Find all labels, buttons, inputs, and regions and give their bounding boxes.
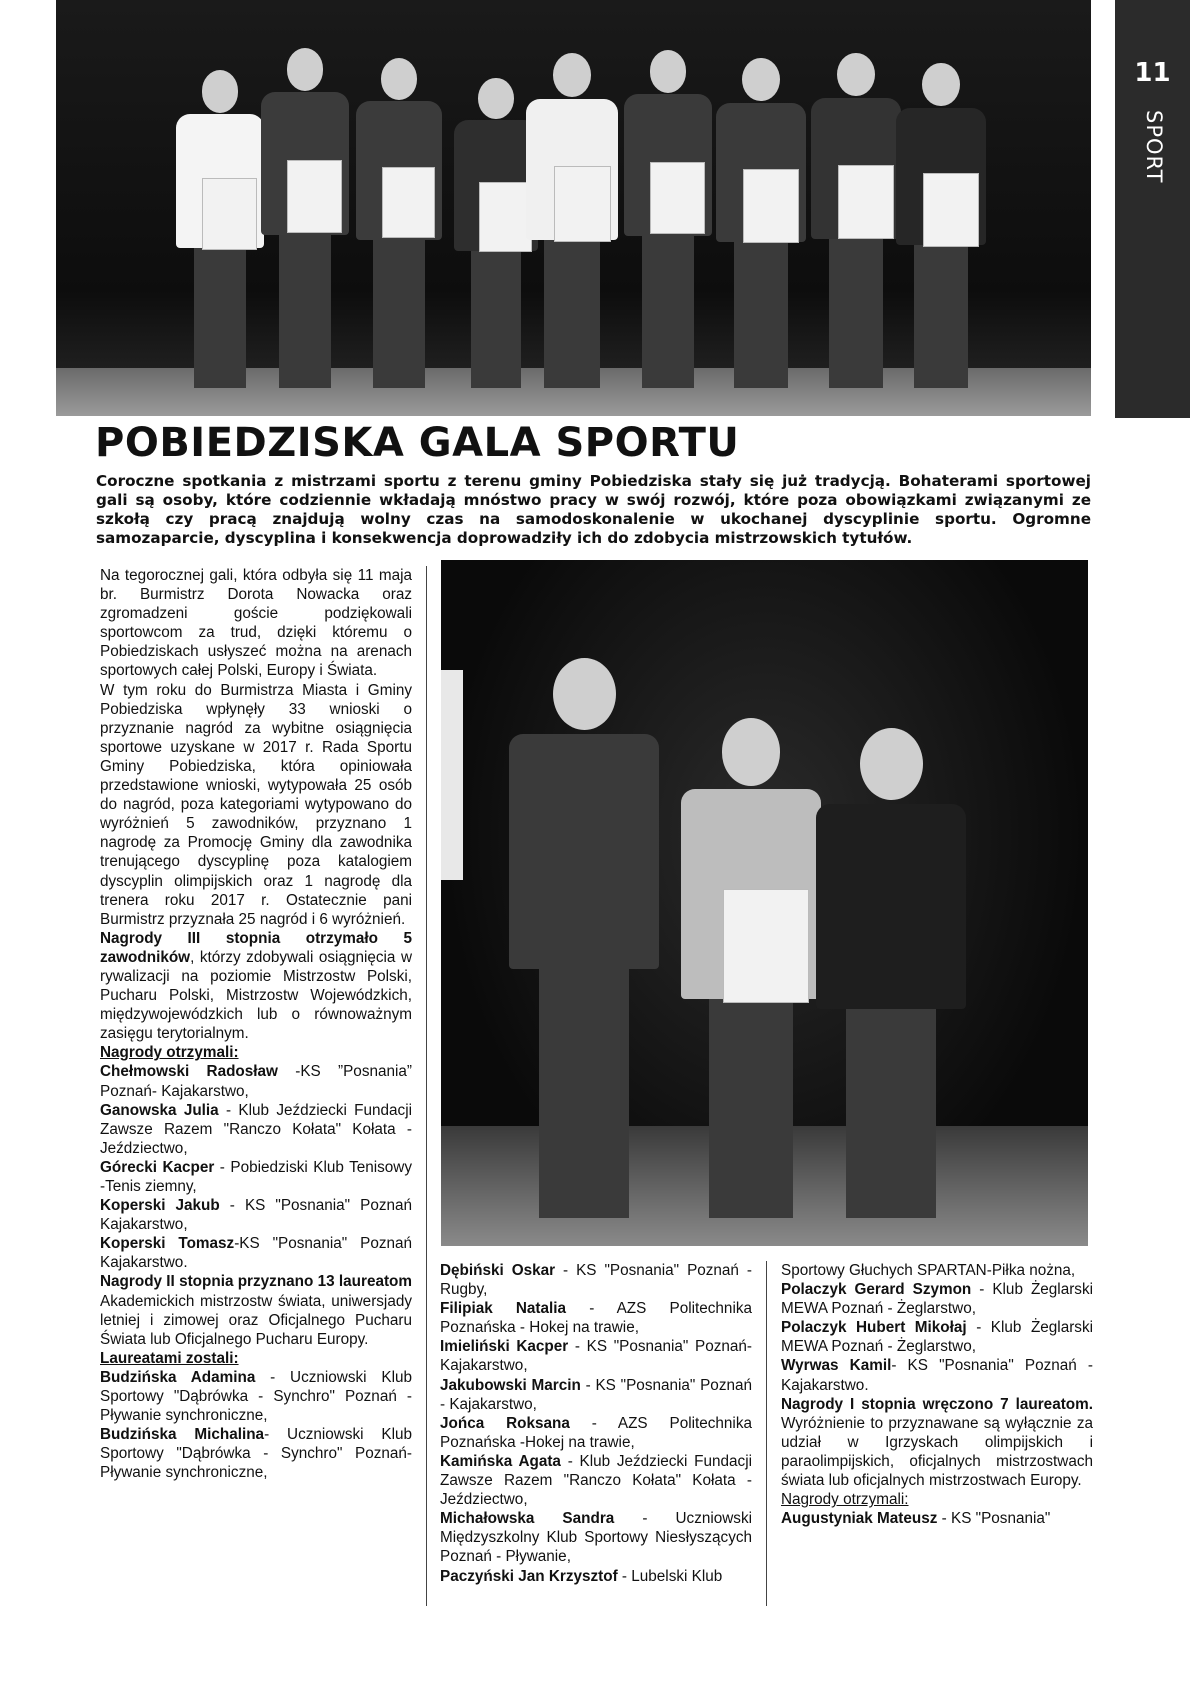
laureate-club: - KS "Posnania" Poznań Kajakarstwo, (100, 1197, 412, 1234)
column-divider (426, 566, 427, 1606)
laureate-name: Imieliński Kacper (440, 1338, 569, 1356)
laureate-name: Górecki Kacper (100, 1158, 215, 1176)
laureate-name: Polaczyk Hubert Mikołaj (781, 1319, 967, 1337)
person-silhouette (716, 58, 806, 388)
laureate-name: Kamińska Agata (440, 1452, 561, 1470)
award-list (100, 1368, 412, 1483)
person-silhouette (896, 63, 986, 388)
article-title: POBIEDZISKA GALA SPORTU (95, 420, 740, 466)
laureate-club: - KS "Posnania" Poznań-Kajakarstwo, (440, 1338, 752, 1375)
person-silhouette (176, 70, 264, 388)
screen-edge (441, 670, 463, 880)
award-entry (440, 1337, 752, 1375)
laureate-club: - Klub Żeglarski MEWA Poznań - Żeglarstwo, (781, 1319, 1094, 1356)
list-heading-text: Laureatami zostali: (100, 1349, 239, 1367)
person-silhouette (681, 718, 821, 1218)
list-heading-text: Nagrody otrzymali: (100, 1044, 239, 1062)
laureate-name: Dębiński Oskar (440, 1262, 556, 1279)
award-entry (440, 1299, 752, 1337)
award-entry (100, 1425, 412, 1482)
person-silhouette (811, 53, 901, 388)
laureate-name: Koperski Jakub (100, 1197, 220, 1215)
text-column-2 (440, 1261, 752, 1586)
laureate-club: - Uczniowski Międzyszkolny Klub Sportowy Niesłyszących Poznań - Pływanie, (440, 1510, 753, 1566)
person-silhouette (356, 58, 442, 388)
laureate-name: Polaczyk Gerard Szymon (781, 1281, 972, 1299)
laureate-club: - Klub Jeździecki Fundacji Zawsze Razem "Ranczo Kołata" Kołata -Jeździectwo, (100, 1101, 413, 1157)
paragraph (100, 929, 412, 1044)
text-column-1 (100, 566, 412, 1483)
laureate-club: - Pobiedziski Klub Tenisowy -Tenis ziemny, (100, 1158, 412, 1195)
section-label: SPORT (1142, 110, 1166, 184)
laureate-name: Augustyniak Mateusz (781, 1510, 938, 1528)
paragraph: W tym roku do Burmistrza Miasta i Gminy Pobiedziska wpłynęły 33 wnioski o przyznanie nagród za wybitne osiągnięcia sportowe uzyskane w 2017 r. Rada Sportu Gminy Pobiedziska, która opiniowała przedstawione wnioski, wytypowała 25 osób do nagród, poza kategoriami wytypowano do wyróżnień 5 zawodników, przyznano 1 nagrodę za Promocję Gminy dla zawodnika trenującego dyscyplinę poza katalogiem dyscyplin olimpijskich oraz 1 nagrodę dla trenera roku 2017 r. Ostatecznie pani Burmistrz przyznała 25 nagród i 6 wyróżnień. (100, 681, 412, 928)
award-list (100, 1062, 412, 1272)
award-entry (100, 1101, 412, 1158)
award-entry (100, 1234, 412, 1272)
paragraph-text: Wyróżnienie to przyznawane są wyłącznie za udział w Igrzyskach olimpijskich i paraolimpijskich, oficjalnych mistrzostwach świata lub oficjalnych mistrzostwach Europy. (781, 1414, 1093, 1490)
person-silhouette (816, 728, 966, 1218)
text-column-3 (781, 1261, 1093, 1528)
award-entry (440, 1376, 752, 1414)
award-entry (100, 1062, 412, 1100)
laureate-name: Filipiak Natalia (440, 1300, 567, 1318)
laureate-name: Chełmowski Radosław (100, 1063, 278, 1081)
laureate-name: Paczyński Jan Krzysztof (440, 1567, 618, 1585)
laureate-club: - KS "Posnania" (937, 1510, 1051, 1528)
paragraph-text: Akademickich mistrzostw świata, uniwersjady letniej i zimowej oraz Oficjalnego Pucharu Świata lub Oficjalnego Pucharu Europy. (100, 1292, 412, 1348)
person-silhouette (261, 48, 349, 388)
award-entry (440, 1567, 752, 1586)
laureate-club: - Uczniowski Klub Sportowy "Dąbrówka - Synchro" Poznań - Pływanie synchroniczne, (100, 1368, 412, 1425)
column-divider (766, 1261, 767, 1606)
award-list (781, 1509, 1093, 1528)
laureate-club: - AZS Politechnika Poznańska -Hokej na trawie, (440, 1414, 752, 1451)
laureate-name: Jońca Roksana (440, 1414, 570, 1432)
award-entry (440, 1452, 752, 1509)
person-silhouette (624, 50, 712, 388)
paragraph-text: , którzy zdobywali osiągnięcia w rywalizacji na poziomie Mistrzostw Polski, Pucharu Polski, Mistrzostw Wojewódzkich, międzywojewódzkich lub o równoważnym zasięgu terytorialnym. (100, 948, 412, 1043)
award-list (440, 1261, 752, 1586)
group-photo (56, 0, 1091, 416)
laureate-club: -KS "Posnania" Poznań Kajakarstwo. (100, 1235, 413, 1272)
award-photo (441, 560, 1088, 1246)
laureate-name: Michałowska Sandra (440, 1510, 615, 1528)
laureate-club: - Klub Żeglarski MEWA Poznań - Żeglarstwo, (781, 1281, 1093, 1318)
person-silhouette (509, 658, 659, 1218)
laureate-club: - KS "Posnania" Poznań - Rugby, (440, 1262, 752, 1299)
laureate-name: Budzińska Michalina (100, 1426, 265, 1444)
laureate-name: Budzińska Adamina (100, 1368, 256, 1386)
page-number: 11 (1134, 58, 1171, 88)
article-lead: Coroczne spotkania z mistrzami sportu z terenu gminy Pobiedziska stały się już tradycją. Bohaterami sportowej gali są osoby, które codziennie wkładają mnóstwo pracy w swój rozwój, które poza obowiązkami związanymi ze szkołą czy pracą znajdują wolny czas na samodoskonalenie w ukochanej dyscyplinie sportu. Ogromne samozaparcie, dyscyplina i konsekwencja doprowadziły ich do zdobycia mistrzowskich tytułów. (96, 472, 1091, 547)
laureate-club: -KS ”Posnania” Poznań- Kajakarstwo, (100, 1063, 412, 1100)
paragraph (100, 1272, 412, 1348)
award-entry (440, 1261, 752, 1299)
paragraph: Na tegorocznej gali, która odbyła się 11 maja br. Burmistrz Dorota Nowacka oraz zgromadzeni goście podziękowali sportowcom za trud, dzięki któremu o Pobiedziskach usłyszeć można na arenach sportowych całej Polski, Europy i Świata. (100, 567, 412, 680)
emphasis: Nagrody III stopnia otrzymało 5 zawodników (100, 929, 412, 966)
list-heading (100, 1349, 412, 1368)
laureate-club: - Uczniowski Klub Sportowy "Dąbrówka - Synchro" Poznań- Pływanie synchroniczne, (100, 1426, 412, 1482)
laureate-club: - KS "Posnania" Poznań - Kajakarstwo, (440, 1376, 752, 1413)
award-entry (100, 1158, 412, 1196)
award-entry (781, 1280, 1093, 1318)
emphasis: Nagrody II stopnia przyznano 13 laureatom (100, 1273, 412, 1291)
paragraph: Sportowy Głuchych SPARTAN-Piłka nożna, (781, 1262, 1076, 1279)
list-heading-text: Nagrody otrzymali: (781, 1491, 909, 1509)
award-entry (781, 1318, 1093, 1356)
list-heading (781, 1490, 1093, 1509)
award-entry (781, 1356, 1093, 1394)
award-entry (100, 1196, 412, 1234)
laureate-name: Wyrwas Kamil (781, 1357, 892, 1375)
section-tab (1115, 0, 1190, 418)
laureate-name: Jakubowski Marcin (440, 1376, 581, 1394)
laureate-club: - Klub Jeździecki Fundacji Zawsze Razem "Ranczo Kołata" Kołata -Jeździectwo, (440, 1452, 752, 1509)
laureate-club: - KS "Posnania" Poznań - Kajakarstwo. (781, 1357, 1093, 1394)
laureate-club: - AZS Politechnika Poznańska - Hokej na trawie, (440, 1300, 752, 1337)
person-silhouette (526, 53, 618, 388)
list-heading (100, 1043, 412, 1062)
award-list (781, 1280, 1093, 1395)
award-entry (100, 1368, 412, 1425)
paragraph (781, 1395, 1093, 1490)
laureate-name: Ganowska Julia (100, 1101, 219, 1119)
laureate-club: - Lubelski Klub (617, 1567, 723, 1585)
award-entry (781, 1509, 1093, 1528)
award-entry (440, 1509, 752, 1566)
award-entry (440, 1414, 752, 1452)
emphasis: Nagrody I stopnia wręczono 7 laureatom. (781, 1395, 1093, 1413)
laureate-name: Koperski Tomasz (100, 1235, 235, 1253)
